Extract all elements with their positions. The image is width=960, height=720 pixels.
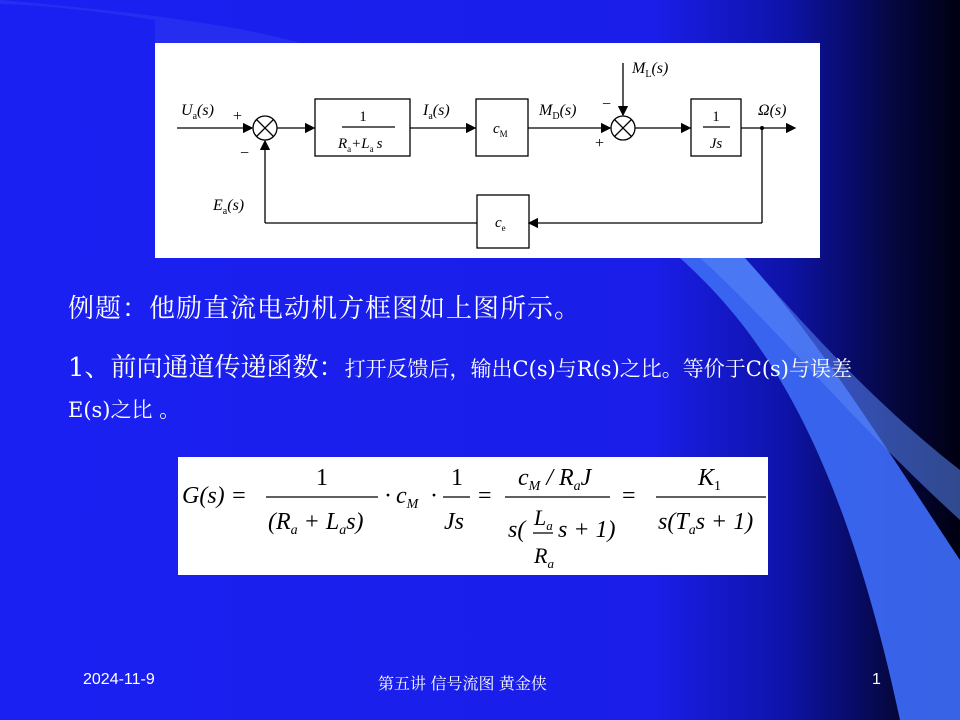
dot-operator-1: · <box>384 483 392 509</box>
footer-lecture-title: 第五讲 信号流图 黄金侠 <box>378 676 547 693</box>
fraction3-denominator-start: s( <box>508 517 526 543</box>
fraction2-denominator: Js <box>444 509 464 535</box>
dot-operator-2: · <box>430 483 438 509</box>
block4-ce: $c_e$ <box>495 215 506 233</box>
formula-lhs: G(s) = <box>182 483 247 509</box>
output-label: Ω(s) <box>758 102 787 119</box>
fraction1-denominator: $(R_a + L_as)$ <box>268 509 364 538</box>
current-label: $I_a(s)$ <box>423 102 450 122</box>
load-torque-label: $M_L(s)$ <box>632 60 669 80</box>
footer-page-number: 1 <box>872 671 881 688</box>
fraction3-numerator: $c_M / R_aJ$ <box>518 465 592 494</box>
transfer-function-formula <box>178 457 768 575</box>
fraction4-denominator: $s(T_as + 1)$ <box>658 509 754 538</box>
fraction4-numerator: $K_1$ <box>698 465 722 494</box>
point-body: 打开反馈后，输出C(s)与R(s)之比。等价于C(s)与误差E(s)之比 。 <box>68 357 852 422</box>
point-number: 1、 <box>68 353 111 383</box>
point-1 <box>68 348 888 430</box>
minus-sign-feedback: − <box>240 145 250 162</box>
feedback-label: $E_a(s)$ <box>213 197 245 217</box>
footer-date: 2024-11-9 <box>83 671 155 688</box>
inner-fraction-denominator: $R_a$ <box>534 543 554 571</box>
minus-sign-load: − <box>602 96 612 113</box>
fraction1-numerator: 1 <box>316 465 328 491</box>
equals-sign-1: = <box>478 483 492 509</box>
plus-sign-torque: + <box>595 135 605 152</box>
fraction3-denominator-end: s + 1) <box>558 517 616 543</box>
input-label: $U_a(s)$ <box>181 102 214 122</box>
block3-numerator: 1 <box>712 109 720 125</box>
block2-cm: $c_M$ <box>493 121 508 139</box>
equals-sign-2: = <box>622 483 636 509</box>
inner-fraction-numerator: $L_a$ <box>534 505 553 533</box>
example-title: 例题：他励直流电动机方框图如上图所示。 <box>68 294 582 324</box>
fraction2-numerator: 1 <box>451 465 463 491</box>
point-heading: 前向通道传递函数： <box>110 353 345 383</box>
torque-label: $M_D(s)$ <box>539 102 577 122</box>
plus-sign-input: + <box>233 108 243 125</box>
cm-term: $c_M$ <box>396 483 419 512</box>
block-diagram <box>155 43 820 258</box>
block3-denominator: Js <box>709 136 723 152</box>
block1-numerator: 1 <box>359 109 367 125</box>
block1-denominator: $R_a+L_a$ s <box>338 136 383 154</box>
